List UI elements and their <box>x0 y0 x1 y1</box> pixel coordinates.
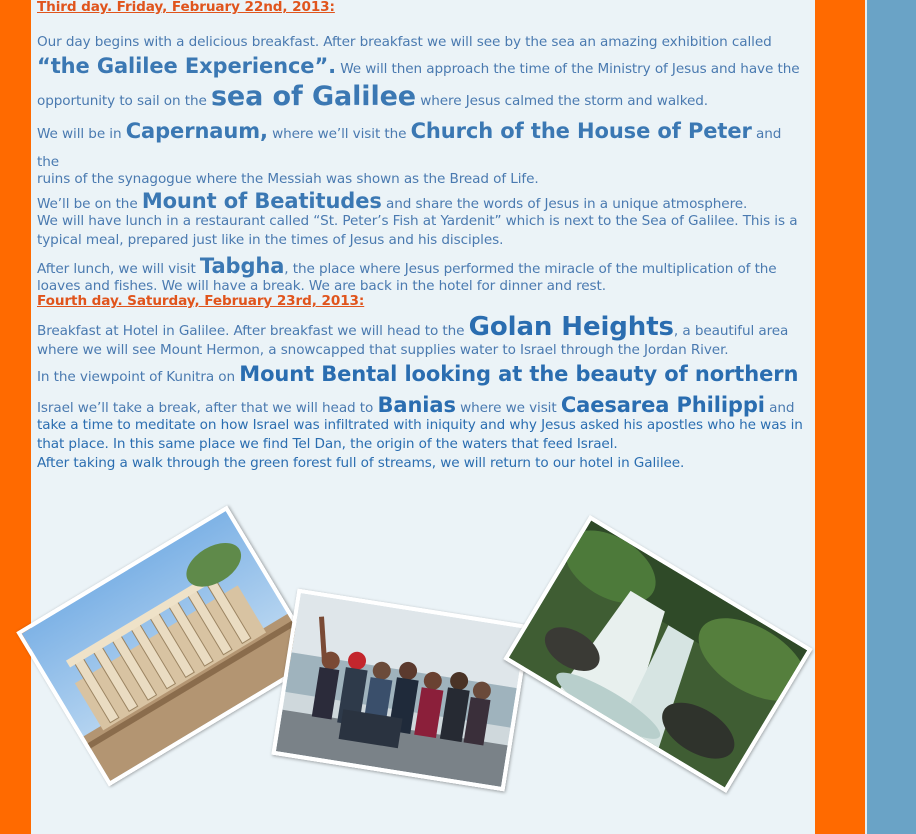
waterfall-photo <box>503 515 812 793</box>
day3-line10: loaves and fishes. We will have a break. We are back in the hotel for dinner and rest. <box>37 278 606 294</box>
day4-line4-text-a: Israel we’ll take a break, after that we will head to <box>37 400 378 416</box>
right-blue-strip <box>865 0 916 834</box>
day3-line6-text-b: and share the words of Jesus in a unique atmosphere. <box>381 196 748 212</box>
day3-line3-text-b: where Jesus calmed the storm and walked. <box>416 93 709 109</box>
day4-line4-text-b: where we visit <box>455 400 561 416</box>
galilee-experience-highlight: “the Galilee Experience”. <box>37 54 337 78</box>
day4-heading: Fourth day. Saturday, February 23rd, 2013: <box>37 293 365 309</box>
day3-line4-text-a: We will be in <box>37 126 126 142</box>
tour-group-photo <box>271 589 530 792</box>
day3-line6-text-a: We’ll be on the <box>37 196 142 212</box>
day4-line5: take a time to meditate on how Israel was infiltrated with iniquity and why Jesus asked his apostles who he was in <box>37 417 803 433</box>
capernaum-highlight: Capernaum, <box>125 119 268 143</box>
waterfall-image <box>509 521 807 788</box>
day4-line3 <box>37 360 809 391</box>
day4-line1-text-b: , a beautiful area <box>673 323 789 339</box>
day3-line7: We will have lunch in a restaurant called “St. Peter’s Fish at Yardenit” which is next to the Sea of Galilee. This is a <box>37 213 798 229</box>
golan-heights-highlight: Golan Heights <box>468 312 674 342</box>
left-orange-bar <box>0 0 31 834</box>
day3-line3-text-a: opportunity to sail on the <box>37 93 211 109</box>
day4-line4-text-c: and <box>764 400 795 416</box>
day3-line9-text-b: , the place where Jesus performed the miracle of the multiplication of the <box>284 261 777 277</box>
day3-line4-text-c: and the <box>37 126 782 170</box>
day3-line4-text-b: where we’ll visit the <box>267 126 411 142</box>
mount-bental-highlight: Mount Bental looking at the beauty of northern <box>239 362 799 386</box>
caesarea-philippi-highlight: Caesarea Philippi <box>560 393 765 417</box>
tabgha-highlight: Tabgha <box>199 254 285 278</box>
day3-line8: typical meal, prepared just like in the times of Jesus and his disciples. <box>37 232 504 248</box>
tour-group-image <box>276 593 526 787</box>
day3-line3 <box>37 79 807 119</box>
day3-heading: Third day. Friday, February 22nd, 2013: <box>37 0 335 15</box>
day4-line3-text-a: In the viewpoint of Kunitra on <box>37 369 240 385</box>
day4-text <box>37 311 809 473</box>
day3-line5: ruins of the synagogue where the Messiah was shown as the Bread of Life. <box>37 171 539 187</box>
banias-highlight: Banias <box>377 393 456 417</box>
day3-line2-text: We will then approach the time of the Ministry of Jesus and have the <box>336 61 800 77</box>
itinerary-page <box>31 0 815 834</box>
day4-line2: where we will see Mount Hermon, a snowcapped that supplies water to Israel through the Jordan River. <box>37 342 729 358</box>
right-orange-bar <box>815 0 865 834</box>
day4-line6: that place. In this same place we find Tel Dan, the origin of the waters that feed Israel. <box>37 436 618 452</box>
day3-text <box>37 33 807 296</box>
day4-line7: After taking a walk through the green forest full of streams, we will return to our hotel in Galilee. <box>37 455 685 471</box>
church-house-of-peter-highlight: Church of the House of Peter <box>410 119 752 143</box>
mount-of-beatitudes-highlight: Mount of Beatitudes <box>141 189 382 213</box>
day3-line1: Our day begins with a delicious breakfast. After breakfast we will see by the sea an amazing exhibition called <box>37 34 772 50</box>
sea-of-galilee-highlight: sea of Galilee <box>210 81 417 112</box>
day3-line9-text-a: After lunch, we will visit <box>37 261 200 277</box>
day3-line4 <box>37 117 807 176</box>
capernaum-ruins-image <box>22 511 315 781</box>
day4-line1-text-a: Breakfast at Hotel in Galilee. After breakfast we will head to the <box>37 323 469 339</box>
